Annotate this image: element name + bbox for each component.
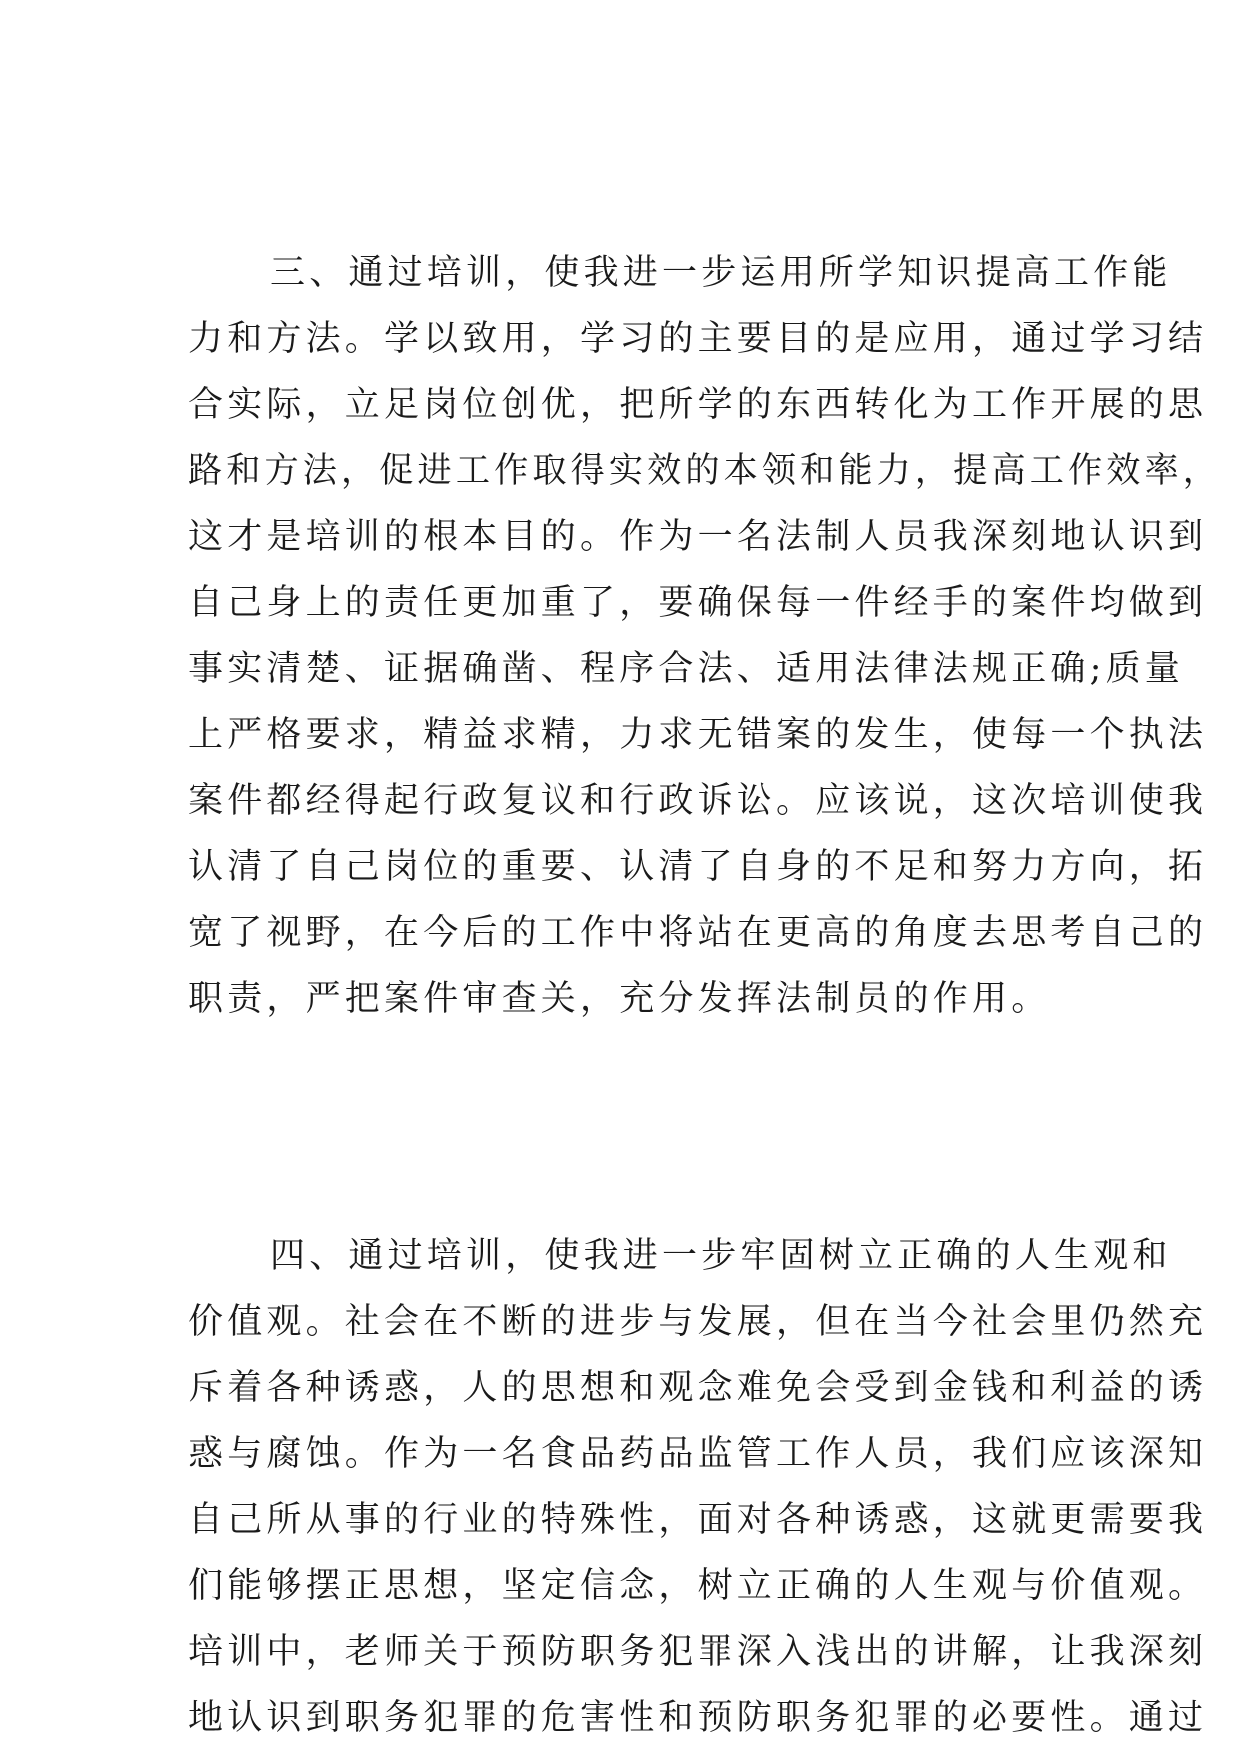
paragraph-line: 自己所从事的行业的特殊性，面对各种诱惑，这就更需要我: [188, 1500, 1208, 1540]
paragraph-line: 惑与腐蚀。作为一名食品药品监管工作人员，我们应该深知: [188, 1434, 1208, 1474]
paragraph-line: 们能够摆正思想，坚定信念，树立正确的人生观与价值观。: [188, 1566, 1208, 1606]
paragraph-line: 三、通过培训，使我进一步运用所学知识提高工作能: [270, 253, 1172, 293]
paragraph-line: 这才是培训的根本目的。作为一名法制人员我深刻地认识到: [188, 517, 1208, 557]
paragraph-line: 合实际，立足岗位创优，把所学的东西转化为工作开展的思: [188, 385, 1208, 425]
paragraph-line: 事实清楚、证据确凿、程序合法、适用法律法规正确;质量: [188, 649, 1184, 689]
paragraph-line: 自己身上的责任更加重了，要确保每一件经手的案件均做到: [188, 583, 1208, 623]
paragraph-line: 案件都经得起行政复议和行政诉讼。应该说，这次培训使我: [188, 781, 1208, 821]
paragraph-line: 路和方法，促进工作取得实效的本领和能力，提高工作效率，: [188, 451, 1222, 491]
paragraph-line: 价值观。社会在不断的进步与发展，但在当今社会里仍然充: [188, 1302, 1208, 1342]
paragraph-line: 培训中，老师关于预防职务犯罪深入浅出的讲解，让我深刻: [188, 1632, 1208, 1672]
paragraph-line: 职责，严把案件审查关，充分发挥法制员的作用。: [188, 979, 1051, 1019]
paragraph-line: 地认识到职务犯罪的危害性和预防职务犯罪的必要性。通过: [188, 1698, 1208, 1738]
paragraph-line: 上严格要求，精益求精，力求无错案的发生，使每一个执法: [188, 715, 1208, 755]
paragraph-line: 力和方法。学以致用，学习的主要目的是应用，通过学习结: [188, 319, 1208, 359]
paragraph-line: 斥着各种诱惑，人的思想和观念难免会受到金钱和利益的诱: [188, 1368, 1208, 1408]
paragraph-line: 宽了视野，在今后的工作中将站在更高的角度去思考自己的: [188, 913, 1208, 953]
paragraph-line: 四、通过培训，使我进一步牢固树立正确的人生观和: [270, 1236, 1172, 1276]
paragraph-line: 认清了自己岗位的重要、认清了自身的不足和努力方向，拓: [188, 847, 1208, 887]
